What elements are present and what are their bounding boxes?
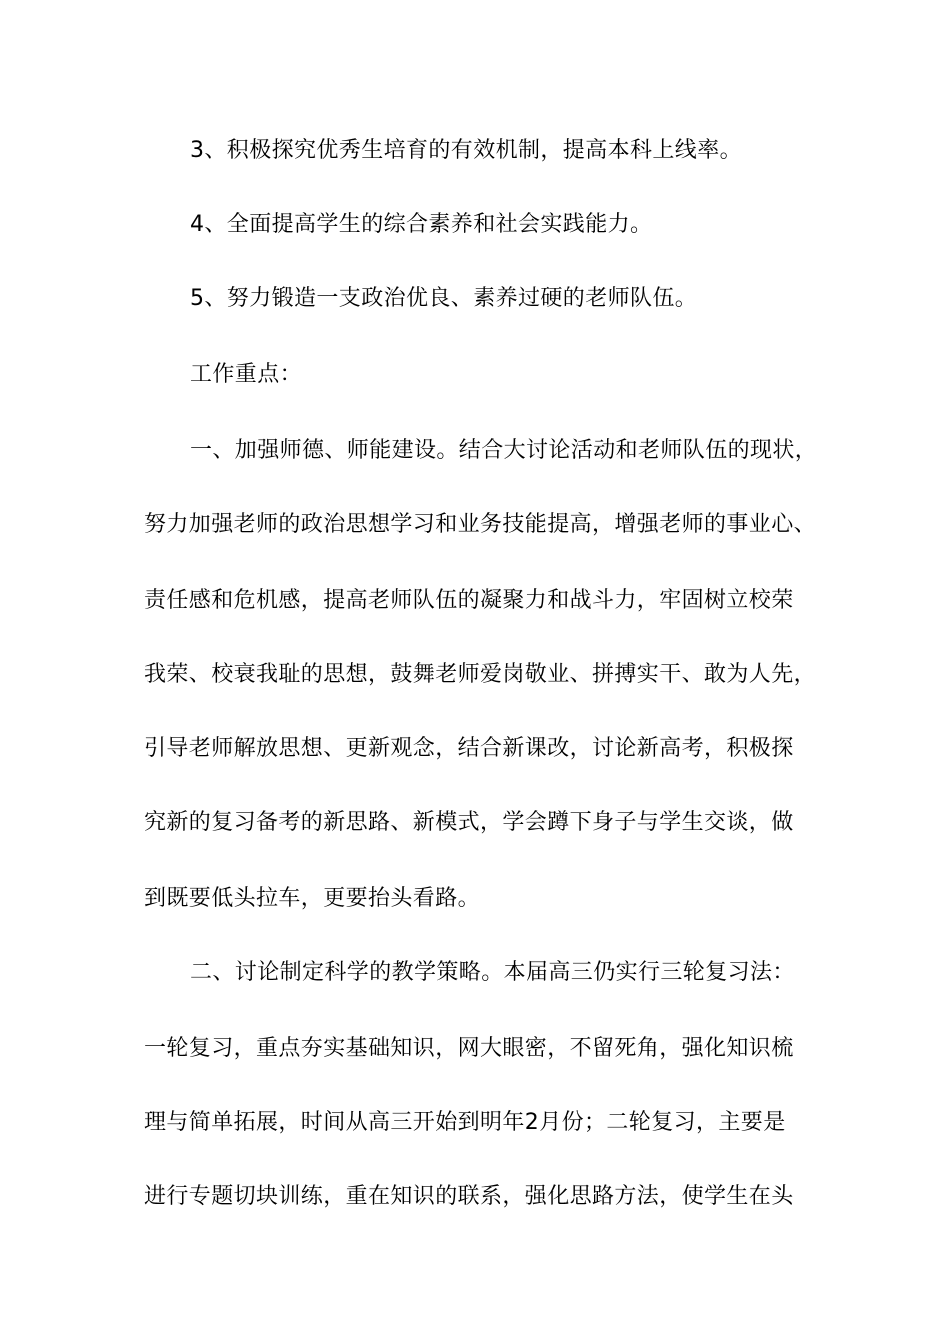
goal-item-4: 4、全面提高学生的综合素养和社会实践能力。 <box>190 212 653 237</box>
paragraph-line: 一、加强师德、师能建设。结合大讨论活动和老师队伍的现状， <box>190 438 818 463</box>
paragraph-line: 引导老师解放思想、更新观念，结合新课改，讨论新高考，积极探 <box>144 736 794 761</box>
paragraph-line: 进行专题切块训练，重在知识的联系，强化思路方法，使学生在头 <box>144 1184 794 1209</box>
paragraph-line: 究新的复习备考的新思路、新模式，学会蹲下身子与学生交谈，做 <box>144 810 794 835</box>
paragraph-line: 理与简单拓展，时间从高三开始到明年2月份；二轮复习，主要是 <box>144 1110 786 1135</box>
paragraph-line: 二、讨论制定科学的教学策略。本届高三仍实行三轮复习法： <box>190 960 795 985</box>
paragraph-line: 努力加强老师的政治思想学习和业务技能提高，增强老师的事业心、 <box>144 512 817 537</box>
goal-item-5: 5、努力锻造一支政治优良、素养过硬的老师队伍。 <box>190 286 698 311</box>
section-heading: 工作重点： <box>190 362 303 387</box>
paragraph-line: 责任感和危机感，提高老师队伍的凝聚力和战斗力，牢固树立校荣 <box>144 588 794 613</box>
paragraph-line: 一轮复习，重点夯实基础知识，网大眼密，不留死角，强化知识梳 <box>144 1036 794 1061</box>
goal-item-3: 3、积极探究优秀生培育的有效机制，提高本科上线率。 <box>190 138 742 163</box>
paragraph-line: 我荣、校衰我耻的思想，鼓舞老师爱岗敬业、拼搏实干、敢为人先， <box>144 662 817 687</box>
paragraph-line: 到既要低头拉车，更要抬头看路。 <box>144 886 481 911</box>
